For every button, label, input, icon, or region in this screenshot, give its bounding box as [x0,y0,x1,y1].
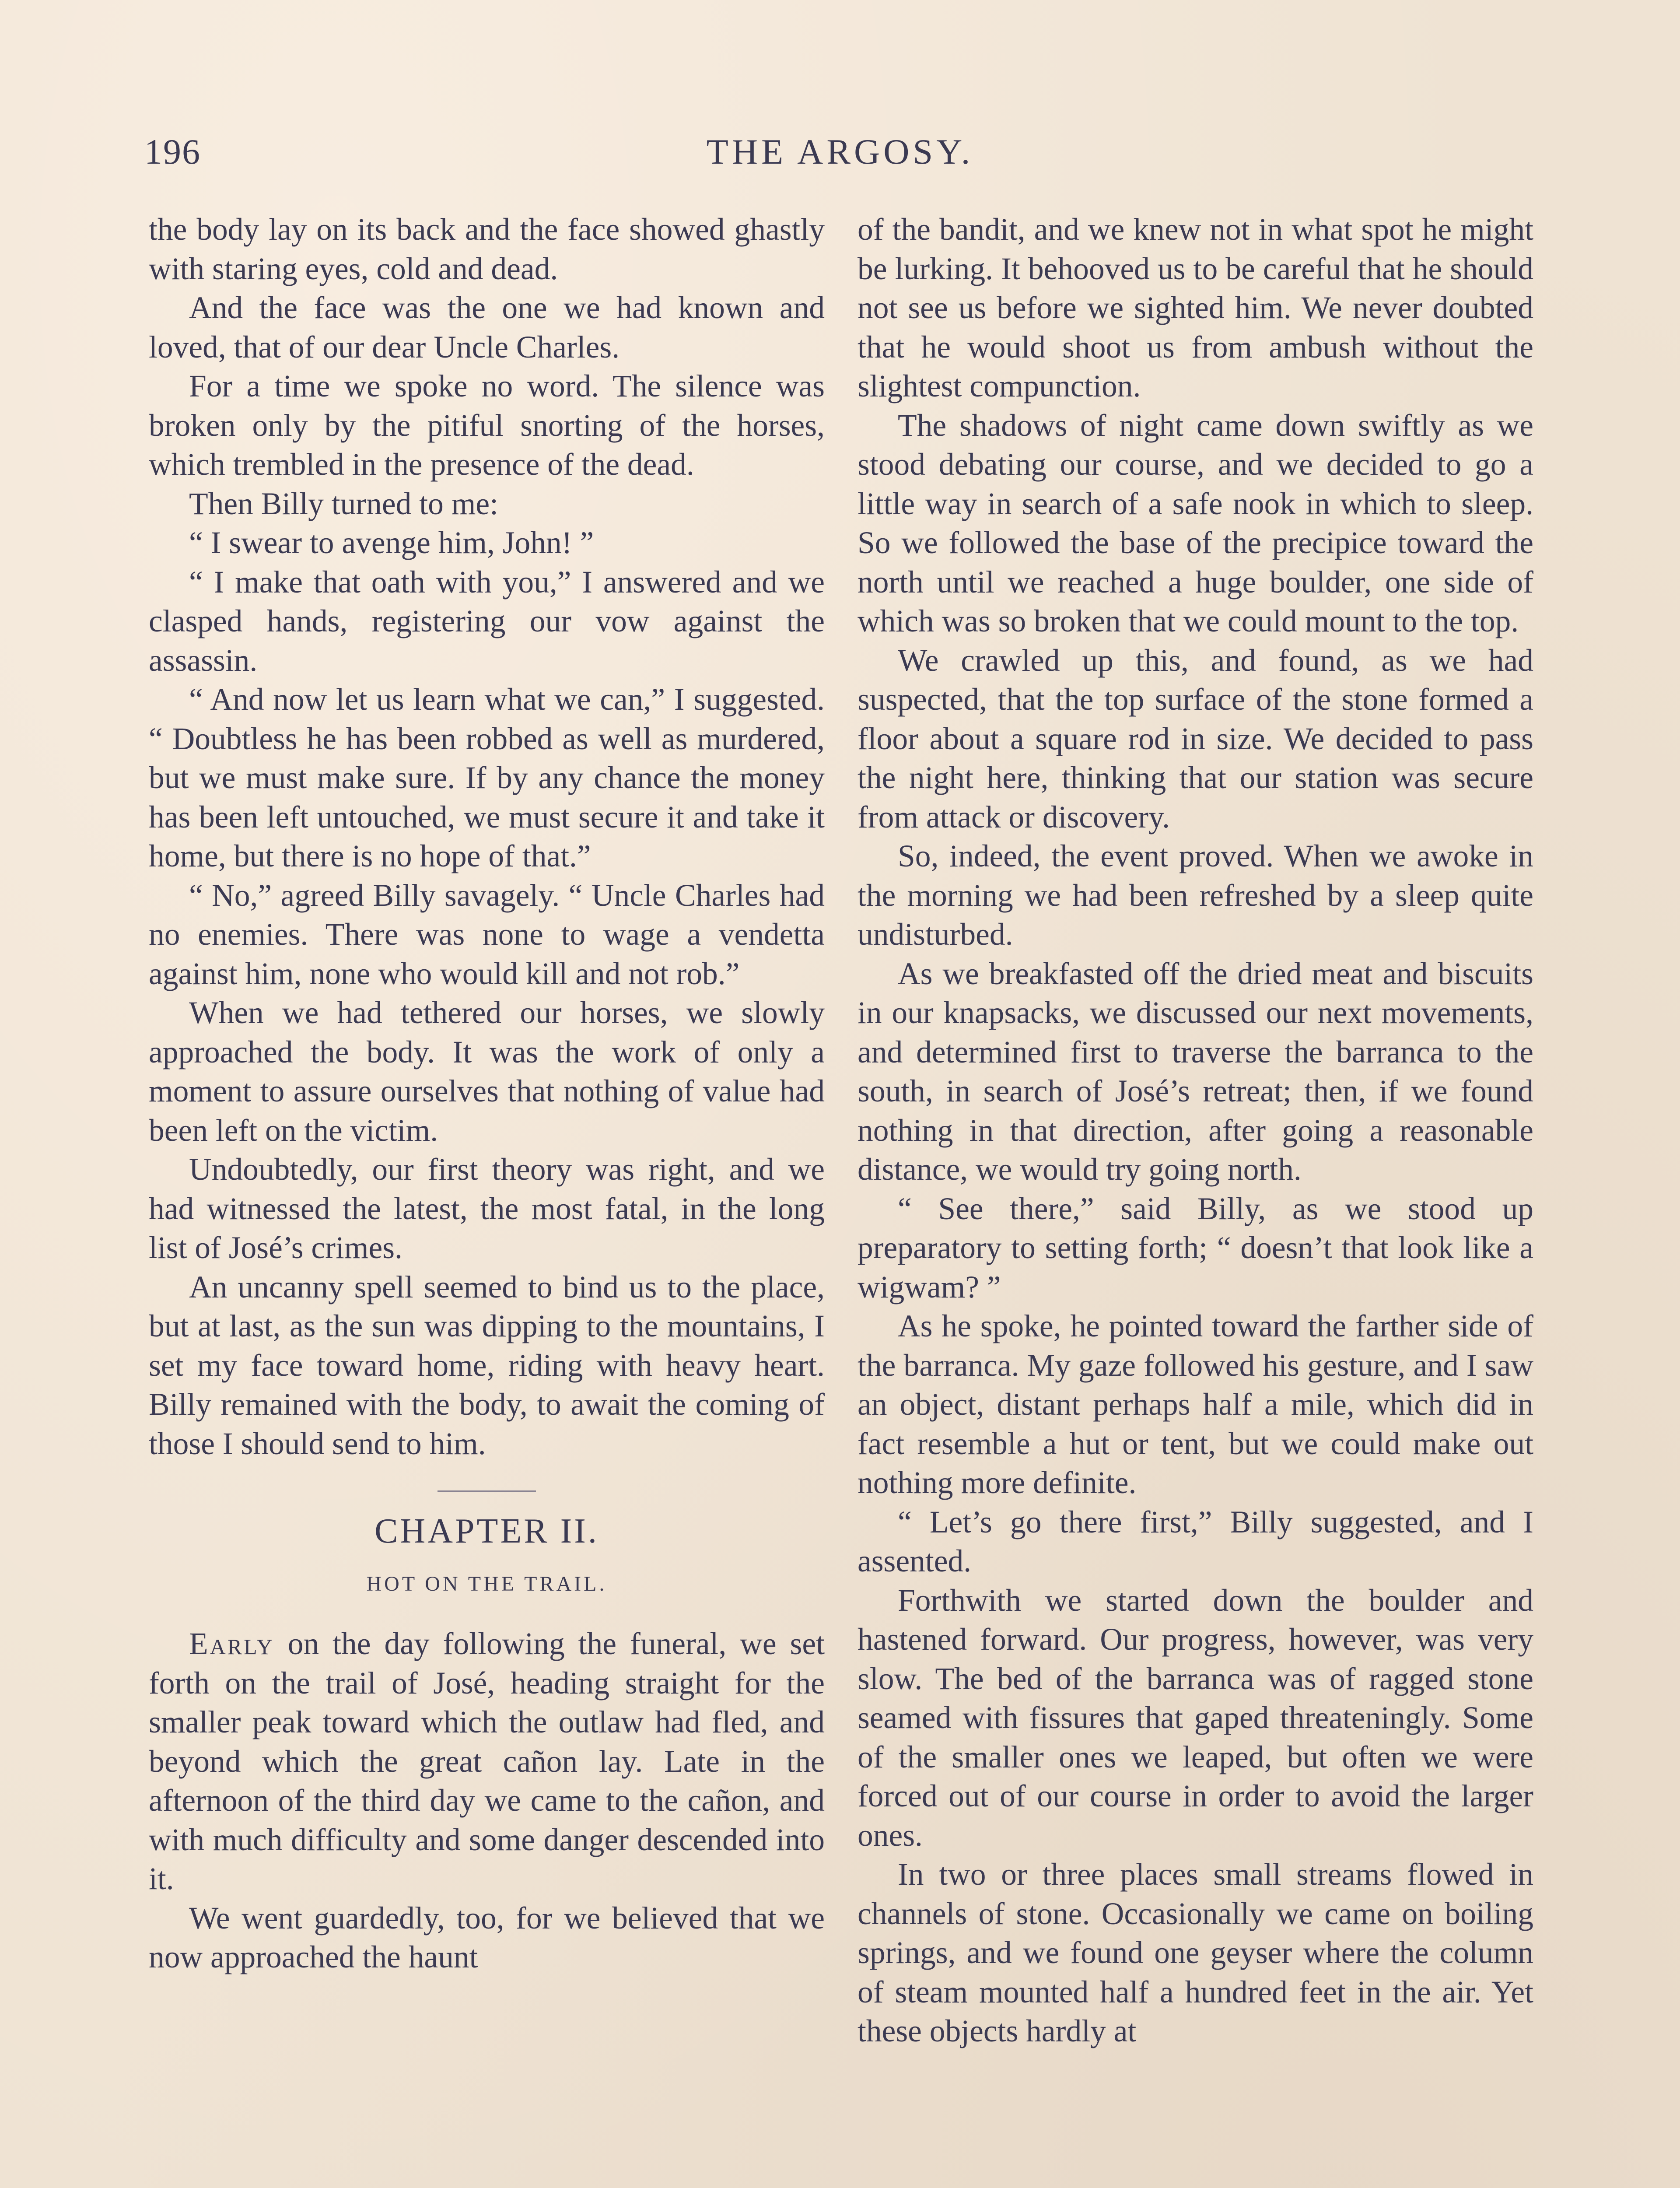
page-header [144,131,1536,179]
paragraph: “ Let’s go there first,” Billy suggested, and I assented. [858,1504,1533,1578]
paragraph: Then Billy turned to me: [189,486,498,521]
paragraph: As he spoke, he pointed toward the farther side of the barranca. My gaze followed his gesture, and I saw an object, distant perhaps half a mile, which did in fact resemble a hut or tent, but we could make out nothing more definite. [858,1309,1533,1500]
chapter-title: CHAPTER II. [374,1512,599,1550]
paragraph-text: on the day following the funeral, we set forth on the trail of José, heading straight for the smaller peak toward which the outlaw had fled, and beyond which the great cañon lay. Late in the afternoon of the third day we came to the cañon, and with much difficulty and some danger descended into it. [149,1627,825,1896]
paragraph: “ I make that oath with you,” I answered and we clasped hands, registering our vow against the assassin. [149,565,825,678]
paragraph: Forthwith we started down the boulder and hastened forward. Our progress, however, was very slow. The bed of the barranca was of ragged stone seamed with fissures that gaped threateningly. Some of the smaller ones we leaped, but often we were forced out of our course in order to avoid the larger ones. [858,1583,1533,1853]
paragraph: So, indeed, the event proved. When we awoke in the morning we had been refreshed by a sleep quite undisturbed. [858,839,1533,952]
right-column [858,210,1533,2051]
page-number: 196 [144,132,201,172]
paragraph: The shadows of night came down swiftly as we stood debating our course, and we decided to go a little way in search of a safe nook in which to sleep. So we followed the base of the precipice toward the north until we reached a huge boulder, one side of which was so broken that we could mount to the top. [858,408,1533,638]
paragraph: We went guardedly, too, for we believed that we now approached the haunt [149,1900,825,1974]
paragraph: “ See there,” said Billy, as we stood up preparatory to setting forth; “ doesn’t that look like a wigwam? ” [858,1191,1533,1304]
paragraph: For a time we spoke no word. The silence was broken only by the pitiful snorting of the horses, which trembled in the presence of the dead. [149,369,825,482]
paragraph [149,1624,825,1899]
left-column [149,210,825,1977]
paragraph: “ No,” agreed Billy savagely. “ Uncle Charles had no enemies. There was none to wage a vendetta against him, none who would kill and not rob.” [149,878,825,991]
paragraph: We crawled up this, and found, as we had suspected, that the top surface of the stone formed a floor about a square rod in size. We decided to pass the night here, thinking that our station was secure from attack or discovery. [858,643,1533,835]
chapter-divider [438,1490,536,1492]
paragraph: As we breakfasted off the dried meat and biscuits in our knapsacks, we discussed our next movements, and determined first to traverse the barranca to the south, in search of José’s retreat; then, if we found nothing in that direction, after going a reasonable distance, we would try going north. [858,956,1533,1187]
paragraph: In two or three places small streams flowed in channels of stone. Occasionally we came on boiling springs, and we found one geyser where the column of steam mounted half a hundred feet in the air. Yet these objects hardly at [858,1857,1533,2048]
drop-lead-word: Early [189,1627,274,1661]
paragraph: “ And now let us learn what we can,” I suggested. “ Doubtless he has been robbed as well as murdered, but we must make sure. If by any chance the money has been left untouched, we must secure it and take it home, but there is no hope of that.” [149,682,825,873]
paragraph: And the face was the one we had known and loved, that of our dear Uncle Charles. [149,291,825,365]
chapter-subtitle: HOT ON THE TRAIL. [366,1572,607,1595]
paragraph: “ I swear to avenge him, John! ” [189,526,594,560]
paragraph: An uncanny spell seemed to bind us to the place, but at last, as the sun was dipping to the mountains, I set my face toward home, riding with heavy heart. Billy remained with the body, to await the coming of those I should send to him. [149,1269,825,1461]
running-title: THE ARGOSY. [706,132,974,172]
paragraph: the body lay on its back and the face showed ghastly with staring eyes, cold and dead. [149,212,825,286]
paragraph: of the bandit, and we knew not in what spot he might be lurking. It behooved us to be careful that he should not see us before we sighted him. We never doubted that he would shoot us from ambush without the slightest compunction. [858,212,1533,403]
paragraph: Undoubtedly, our first theory was right, and we had witnessed the latest, the most fatal, in the long list of José’s crimes. [149,1152,825,1265]
paragraph: When we had tethered our horses, we slowly approached the body. It was the work of only a moment to assure ourselves that nothing of value had been left on the victim. [149,996,825,1148]
